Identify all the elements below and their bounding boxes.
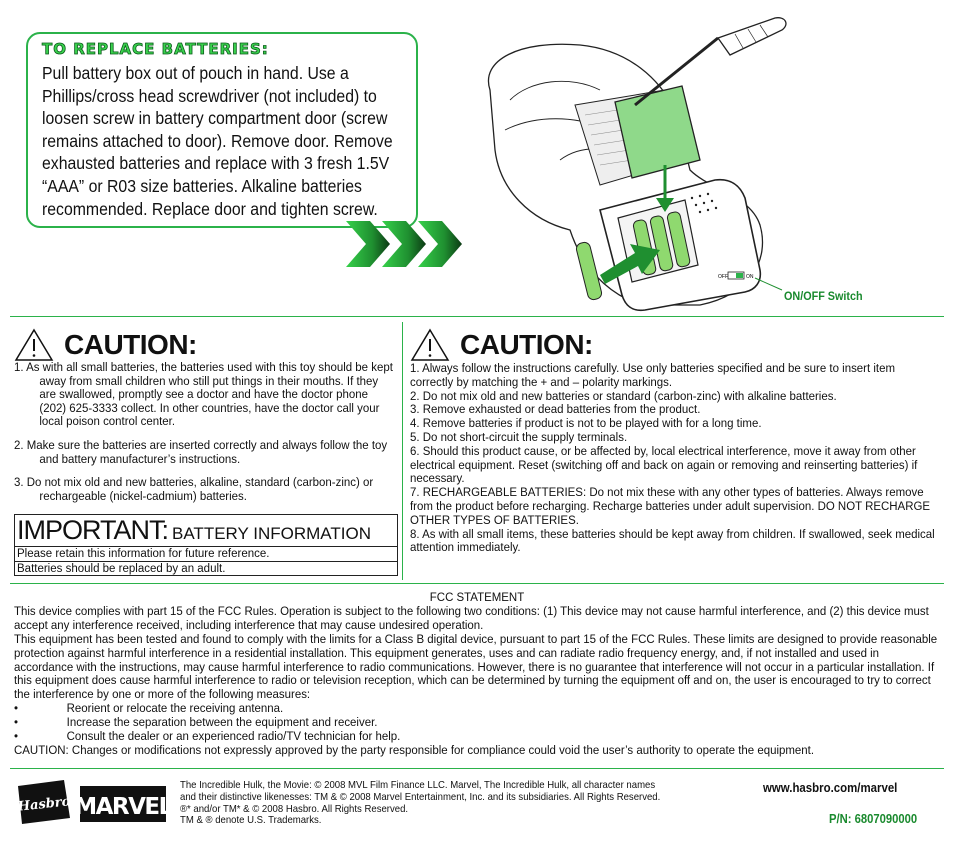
fcc-paragraph-3: CAUTION: Changes or modifications not expressly approved by the party responsible for compliance could void the user’s authority to operate the equipment. (14, 742, 815, 757)
divider-fcc (10, 583, 944, 584)
warning-triangle-icon (14, 328, 54, 362)
caution-right-title: CAUTION: (460, 329, 593, 360)
battery-compartment-illustration (460, 20, 950, 310)
list-item: 4. Remove batteries if product is not to be played with for a long time. (410, 416, 762, 431)
list-item: 7. RECHARGEABLE BATTERIES: Do not mix these with any other types of batteries. Always remove from the product before recharging. Recharge batteries under adult supervision. DO NOT RECHARGE OTHER TYPES OF BATTERIES. (410, 485, 931, 527)
important-title: IMPORTANT: (17, 515, 169, 545)
important-battery-info-box (14, 514, 398, 576)
important-subtitle: BATTERY INFORMATION (172, 524, 371, 543)
hasbro-logo (14, 778, 74, 826)
chevron-arrows-icon (344, 219, 464, 269)
svg-text:MARVEL: MARVEL (74, 794, 172, 820)
list-item: • Reorient or relocate the receiving antenna. (14, 701, 284, 716)
caution-left-title: CAUTION: (64, 329, 197, 360)
part-number: P/N: 6807090000 (829, 812, 918, 826)
important-line-2: Batteries should be replaced by an adult. (15, 561, 397, 576)
fcc-statement (14, 591, 940, 758)
list-item: 2. Do not mix old and new batteries or standard (carbon-zinc) with alkaline batteries. (410, 388, 837, 403)
fcc-paragraph-2: This equipment has been tested and found to comply with the limits for a Class B digital device, pursuant to part 15 of the FCC Rules. These limits are designed to provide reasonable protection against harmful interference in a residential installation. This equipment generates, uses and can radiate radio frequency energy, and, if not installed and used in accordance with the instructions, may cause harmful interference to radio communications. However, there is no guarantee that interference will not occur in a particular installation. If this equipment does cause harmful interference to radio or television reception, which can be determined by turning the equipment off and on, the user is encouraged to try to correct the interference by one or more of the following measures: (14, 631, 938, 702)
list-item: 1. As with all small batteries, the batteries used with this toy should be kept away from small children who still put things in their mouths. If they are swallowed, promptly see a doctor and have the doctor phone (202) 625-3333 collect. In other countries, have the doctor call your local poison control center. (14, 360, 393, 429)
list-item: 3. Remove exhausted or dead batteries from the product. (410, 402, 701, 417)
warning-triangle-icon (410, 328, 450, 362)
caution-left-heading (14, 328, 197, 362)
marvel-logo (74, 786, 172, 822)
divider-top (10, 316, 944, 317)
list-item: 3. Do not mix old and new batteries, alkaline, standard (carbon-zinc) or rechargeable (nickel-cadmium) batteries. (14, 475, 374, 503)
list-item: 8. As with all small items, these batteries should be kept away from children. If swallowed, seek medical attention immediately. (410, 526, 935, 555)
battery-instructions-text: Pull battery box out of pouch in hand. Use a Phillips/cross head screwdriver (not included) to loosen screw in battery compartment door (screw remains attached to door). Remove door. Remove exhausted batteries and replace with 3 fresh 1.5V “AAA” or R03 size batteries. Alkaline batteries recommended. Replace door and tighten screw. (42, 63, 393, 219)
fcc-paragraph-1: This device complies with part 15 of the FCC Rules. Operation is subject to the following two conditions: (1) This device may not cause harmful interference, and (2) this device must accept any interference received, including interference that may cause undesired operation. (14, 603, 929, 632)
list-item: • Increase the separation between the equipment and receiver. (14, 715, 378, 730)
legal-text: The Incredible Hulk, the Movie: © 2008 MVL Film Finance LLC. Marvel, The Incredible Hulk, all character names and their distinctive likenesses: TM & © 2008 Marvel Entertainment, Inc. and its subsidiaries. All Rights Reserved. ®* and/or TM* & © 2008 Hasbro. All Rights Reserved. TM & ® denote U.S. Trademarks. (180, 780, 661, 827)
hasbro-marvel-url[interactable]: www.hasbro.com/marvel (763, 780, 898, 795)
fcc-title: FCC STATEMENT (429, 590, 525, 604)
divider-vertical (402, 322, 403, 580)
list-item: 2. Make sure the batteries are inserted correctly and always follow the toy and battery manufacturer’s instructions. (14, 437, 388, 466)
battery-instructions-box (26, 32, 418, 228)
caution-left-list (14, 361, 394, 513)
list-item: • Consult the dealer or an experienced radio/TV technician for help. (14, 729, 401, 744)
list-item: 5. Do not short-circuit the supply terminals. (410, 429, 628, 444)
switch-on-label: ON (746, 274, 754, 280)
list-item: 6. Should this product cause, or be affected by, local electrical interference, move it away from other electrical equipment. Reset (switching off and back on again or removing and reinserting batteries) if necessary. (410, 443, 918, 486)
svg-text:Hasbro: Hasbro (17, 794, 72, 815)
caution-right-list (410, 362, 938, 555)
list-item: 1. Always follow the instructions carefully. Use only batteries specified and be sure to insert item correctly by matching the + and – polarity markings. (410, 361, 896, 389)
battery-title: TO REPLACE BATTERIES: (42, 40, 269, 58)
caution-right-heading (410, 328, 593, 362)
switch-off-label: OFF (718, 274, 728, 280)
important-line-1: Please retain this information for future reference. (15, 546, 397, 561)
on-off-switch-label: ON/OFF Switch (784, 289, 863, 303)
divider-footer (10, 768, 944, 769)
